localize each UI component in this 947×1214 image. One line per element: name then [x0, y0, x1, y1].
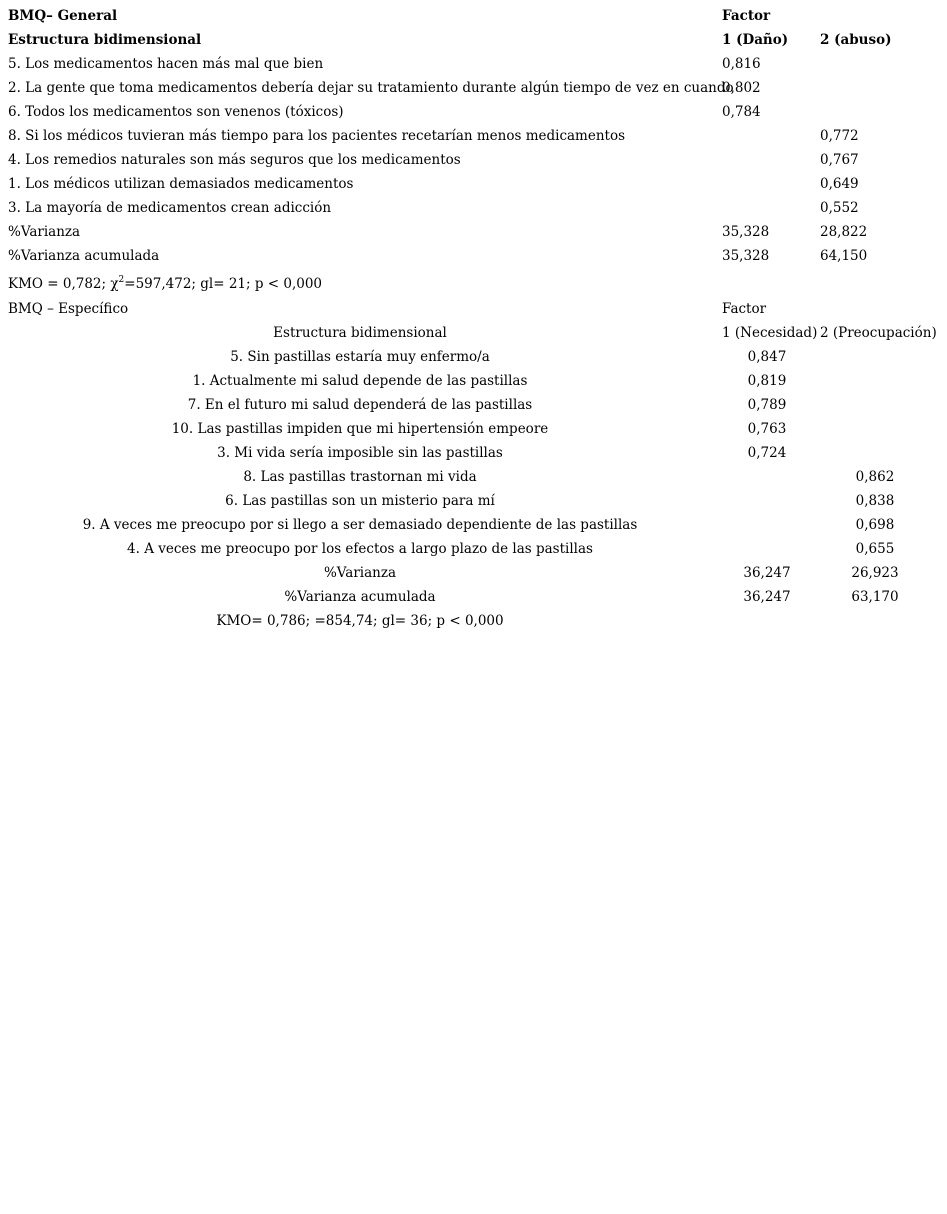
factor2-value: 0,552	[820, 200, 859, 216]
factor2-value: 0,772	[820, 128, 859, 144]
general-kmo	[8, 272, 322, 296]
general-col2-header: 2 (abuso)	[820, 32, 892, 48]
table-row	[0, 52, 947, 76]
item-label: 8. Las pastillas trastornan mi vida	[243, 469, 477, 485]
factor1-value: 0,816	[722, 56, 761, 72]
item-label: 9. A veces me preocupo por si llego a ser demasiado dependiente de las pastillas	[82, 517, 638, 533]
factor1-value: 0,789	[747, 397, 787, 413]
specific-factor-label: Factor	[722, 301, 767, 317]
item-label: 1. Actualmente mi salud depende de las pastillas	[192, 373, 528, 389]
specific-col2-header: 2 (Preocupación)	[820, 325, 937, 341]
factor1-value: 0,847	[747, 349, 787, 365]
factor1-value: 0,724	[747, 445, 787, 461]
factor2-value: 0,767	[820, 152, 859, 168]
factor2-value: 0,698	[855, 517, 895, 533]
factor2-value: 0,655	[855, 541, 895, 557]
cumulative-label: %Varianza acumulada	[8, 248, 160, 264]
table-row	[0, 369, 947, 393]
factor1-value: 0,819	[747, 373, 787, 389]
general-col1-header: 1 (Daño)	[722, 32, 789, 48]
general-title: BMQ– General	[8, 8, 118, 24]
variance-f1: 36,247	[743, 565, 791, 581]
variance-f1: 35,328	[722, 224, 770, 240]
variance-label: %Varianza	[323, 565, 397, 581]
table-row	[0, 513, 947, 537]
specific-title: BMQ – Específico	[8, 301, 129, 317]
general-kmo-row	[0, 272, 947, 296]
factor2-value: 0,649	[820, 176, 859, 192]
general-factor-label: Factor	[722, 8, 771, 24]
item-label: 6. Las pastillas son un misterio para mí	[225, 493, 495, 509]
table-row	[0, 489, 947, 513]
table-row	[0, 417, 947, 441]
specific-col1-header: 1 (Necesidad)	[722, 325, 818, 341]
item-label: 3. La mayoría de medicamentos crean adicción	[8, 200, 332, 216]
cumulative-f2: 64,150	[820, 248, 868, 264]
factor1-value: 0,784	[722, 104, 761, 120]
item-label: 4. A veces me preocupo por los efectos a largo plazo de las pastillas	[127, 541, 593, 557]
item-label: 4. Los remedios naturales son más seguros que los medicamentos	[8, 152, 461, 168]
item-label: 6. Todos los medicamentos son venenos (tóxicos)	[8, 104, 344, 120]
table-row	[0, 124, 947, 148]
table-row	[0, 441, 947, 465]
item-label: 5. Los medicamentos hacen más mal que bien	[8, 56, 324, 72]
factor2-value: 0,862	[855, 469, 895, 485]
specific-cumulative-row	[0, 585, 947, 609]
item-label: 7. En el futuro mi salud dependerá de las pastillas	[187, 397, 533, 413]
table-row	[0, 345, 947, 369]
specific-variance-row	[0, 561, 947, 585]
item-label: 5. Sin pastillas estaría muy enfermo/a	[230, 349, 490, 365]
specific-header-row	[0, 321, 947, 345]
general-cumulative-row	[0, 244, 947, 268]
table-row	[0, 76, 947, 100]
item-label: 10. Las pastillas impiden que mi hipertensión empeore	[171, 421, 549, 437]
item-label: 2. La gente que toma medicamentos debería dejar su tratamiento durante algún tiempo de vez en cuando	[8, 80, 734, 96]
chi-exponent: 2	[118, 274, 125, 285]
specific-title-row	[0, 297, 947, 321]
variance-f2: 28,822	[820, 224, 868, 240]
variance-f2: 26,923	[851, 565, 899, 581]
factor1-value: 0,802	[722, 80, 761, 96]
item-label: 1. Los médicos utilizan demasiados medicamentos	[8, 176, 354, 192]
factor2-value: 0,838	[855, 493, 895, 509]
specific-kmo-row	[0, 609, 947, 633]
table-row	[0, 148, 947, 172]
table-row	[0, 465, 947, 489]
general-title-row	[0, 4, 947, 28]
item-label: 8. Si los médicos tuvieran más tiempo para los pacientes recetarían menos medicamentos	[8, 128, 626, 144]
cumulative-f2: 63,170	[851, 589, 899, 605]
table-row	[0, 196, 947, 220]
kmo-suffix: =597,472; gl= 21; p < 0,000	[124, 276, 323, 292]
general-header-row	[0, 28, 947, 52]
general-variance-row	[0, 220, 947, 244]
cumulative-f1: 35,328	[722, 248, 770, 264]
specific-kmo: KMO= 0,786; =854,74; gl= 36; p < 0,000	[216, 613, 504, 629]
item-label: 3. Mi vida sería imposible sin las pastillas	[217, 445, 503, 461]
table-row	[0, 393, 947, 417]
table-row	[0, 537, 947, 561]
cumulative-f1: 36,247	[743, 589, 791, 605]
kmo-prefix: KMO = 0,782; χ	[8, 276, 119, 292]
factor1-value: 0,763	[747, 421, 787, 437]
general-structure-label: Estructura bidimensional	[8, 32, 202, 48]
specific-structure-label: Estructura bidimensional	[273, 325, 447, 341]
cumulative-label: %Varianza acumulada	[284, 589, 436, 605]
table-row	[0, 172, 947, 196]
variance-label: %Varianza	[8, 224, 81, 240]
table-row	[0, 100, 947, 124]
